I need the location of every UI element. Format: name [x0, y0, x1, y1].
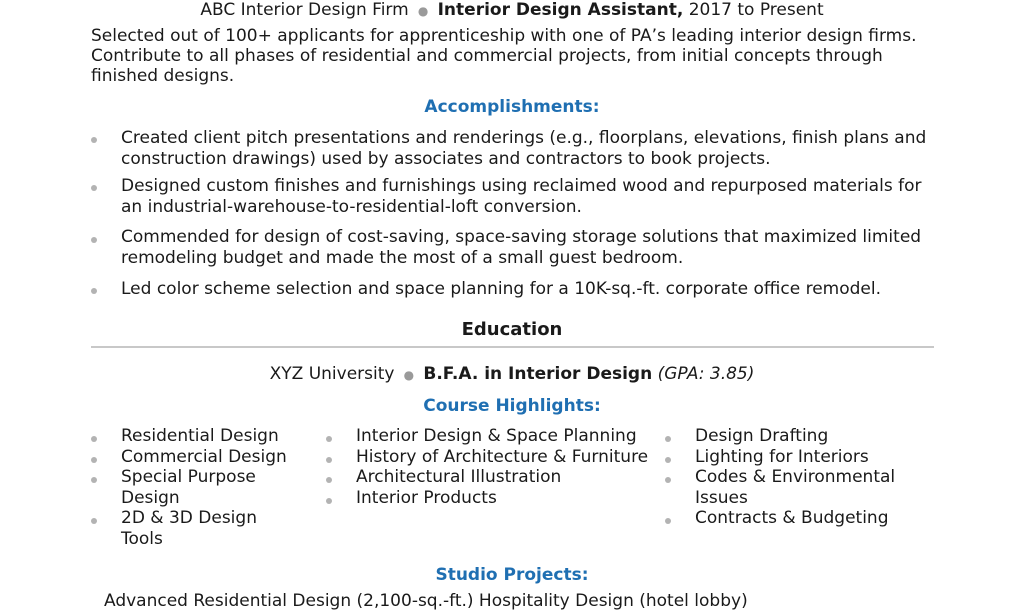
list-item: History of Architecture & Furniture	[356, 447, 649, 467]
list-item: Commercial Design	[121, 447, 287, 467]
bullet-icon	[665, 518, 671, 524]
bullet-icon	[91, 185, 97, 191]
degree-line	[0, 364, 1024, 385]
list-item: 2D & 3D Design Tools	[121, 508, 257, 549]
bullet-icon	[91, 457, 97, 463]
list-item: Led color scheme selection and space planning for a 10K-sq.-ft. corporate office remodel.	[121, 279, 881, 299]
job-title: Interior Design Assistant,	[437, 0, 684, 20]
job-header	[0, 0, 1024, 21]
bullet-icon	[326, 477, 332, 483]
list-item: Commended for design of cost-saving, space-saving storage solutions that maximized limited remodeling budget and made the most of a small guest bedroom.	[121, 227, 922, 268]
education-heading: Education	[461, 319, 563, 340]
separator-dot: ●	[414, 4, 433, 18]
studio-projects-heading: Studio Projects:	[435, 565, 589, 585]
cut-off-line-clip	[0, 590, 1024, 611]
bullet-icon	[91, 477, 97, 483]
job-summary: Selected out of 100+ applicants for apprenticeship with one of PA’s leading interior design firms. Contribute to all phases of residential and commercial projects, from initial concepts through finished designs.	[91, 26, 917, 86]
studio-projects-partial-line: Advanced Residential Design (2,100-sq.-ft.) Hospitality Design (hotel lobby)	[104, 591, 748, 611]
list-item: Residential Design	[121, 426, 279, 446]
section-divider	[91, 346, 934, 348]
list-item: Codes & Environmental Issues	[695, 467, 896, 508]
bullet-icon	[665, 477, 671, 483]
bullet-icon	[91, 518, 97, 524]
list-item: Special Purpose Design	[121, 467, 256, 508]
bullet-icon	[326, 498, 332, 504]
job-dates: 2017 to Present	[688, 0, 824, 20]
bullet-icon	[91, 237, 97, 243]
list-item: Designed custom finishes and furnishings using reclaimed wood and repurposed materials for an industrial-warehouse-to-residential-loft conversion.	[121, 176, 922, 217]
list-item: Design Drafting	[695, 426, 829, 446]
list-item: Lighting for Interiors	[695, 447, 869, 467]
course-highlights-heading: Course Highlights:	[423, 396, 601, 416]
employer-name: ABC Interior Design Firm	[200, 0, 409, 20]
bullet-icon	[326, 457, 332, 463]
separator-dot: ●	[399, 368, 418, 382]
list-item: Architectural Illustration	[356, 467, 562, 487]
list-item: Interior Design & Space Planning	[356, 426, 637, 446]
bullet-icon	[665, 457, 671, 463]
school-name: XYZ University	[269, 364, 395, 384]
degree-name: B.F.A. in Interior Design	[423, 364, 653, 384]
accomplishments-heading: Accomplishments:	[424, 97, 600, 117]
list-item: Contracts & Budgeting	[695, 508, 889, 528]
gpa: (GPA: 3.85)	[657, 364, 755, 384]
bullet-icon	[91, 137, 97, 143]
bullet-icon	[91, 288, 97, 294]
bullet-icon	[665, 436, 671, 442]
bullet-icon	[91, 436, 97, 442]
list-item: Created client pitch presentations and renderings (e.g., floorplans, elevations, finish plans and construction drawings) used by associates and contractors to book projects.	[121, 128, 927, 169]
list-item: Interior Products	[356, 488, 497, 508]
bullet-icon	[326, 436, 332, 442]
